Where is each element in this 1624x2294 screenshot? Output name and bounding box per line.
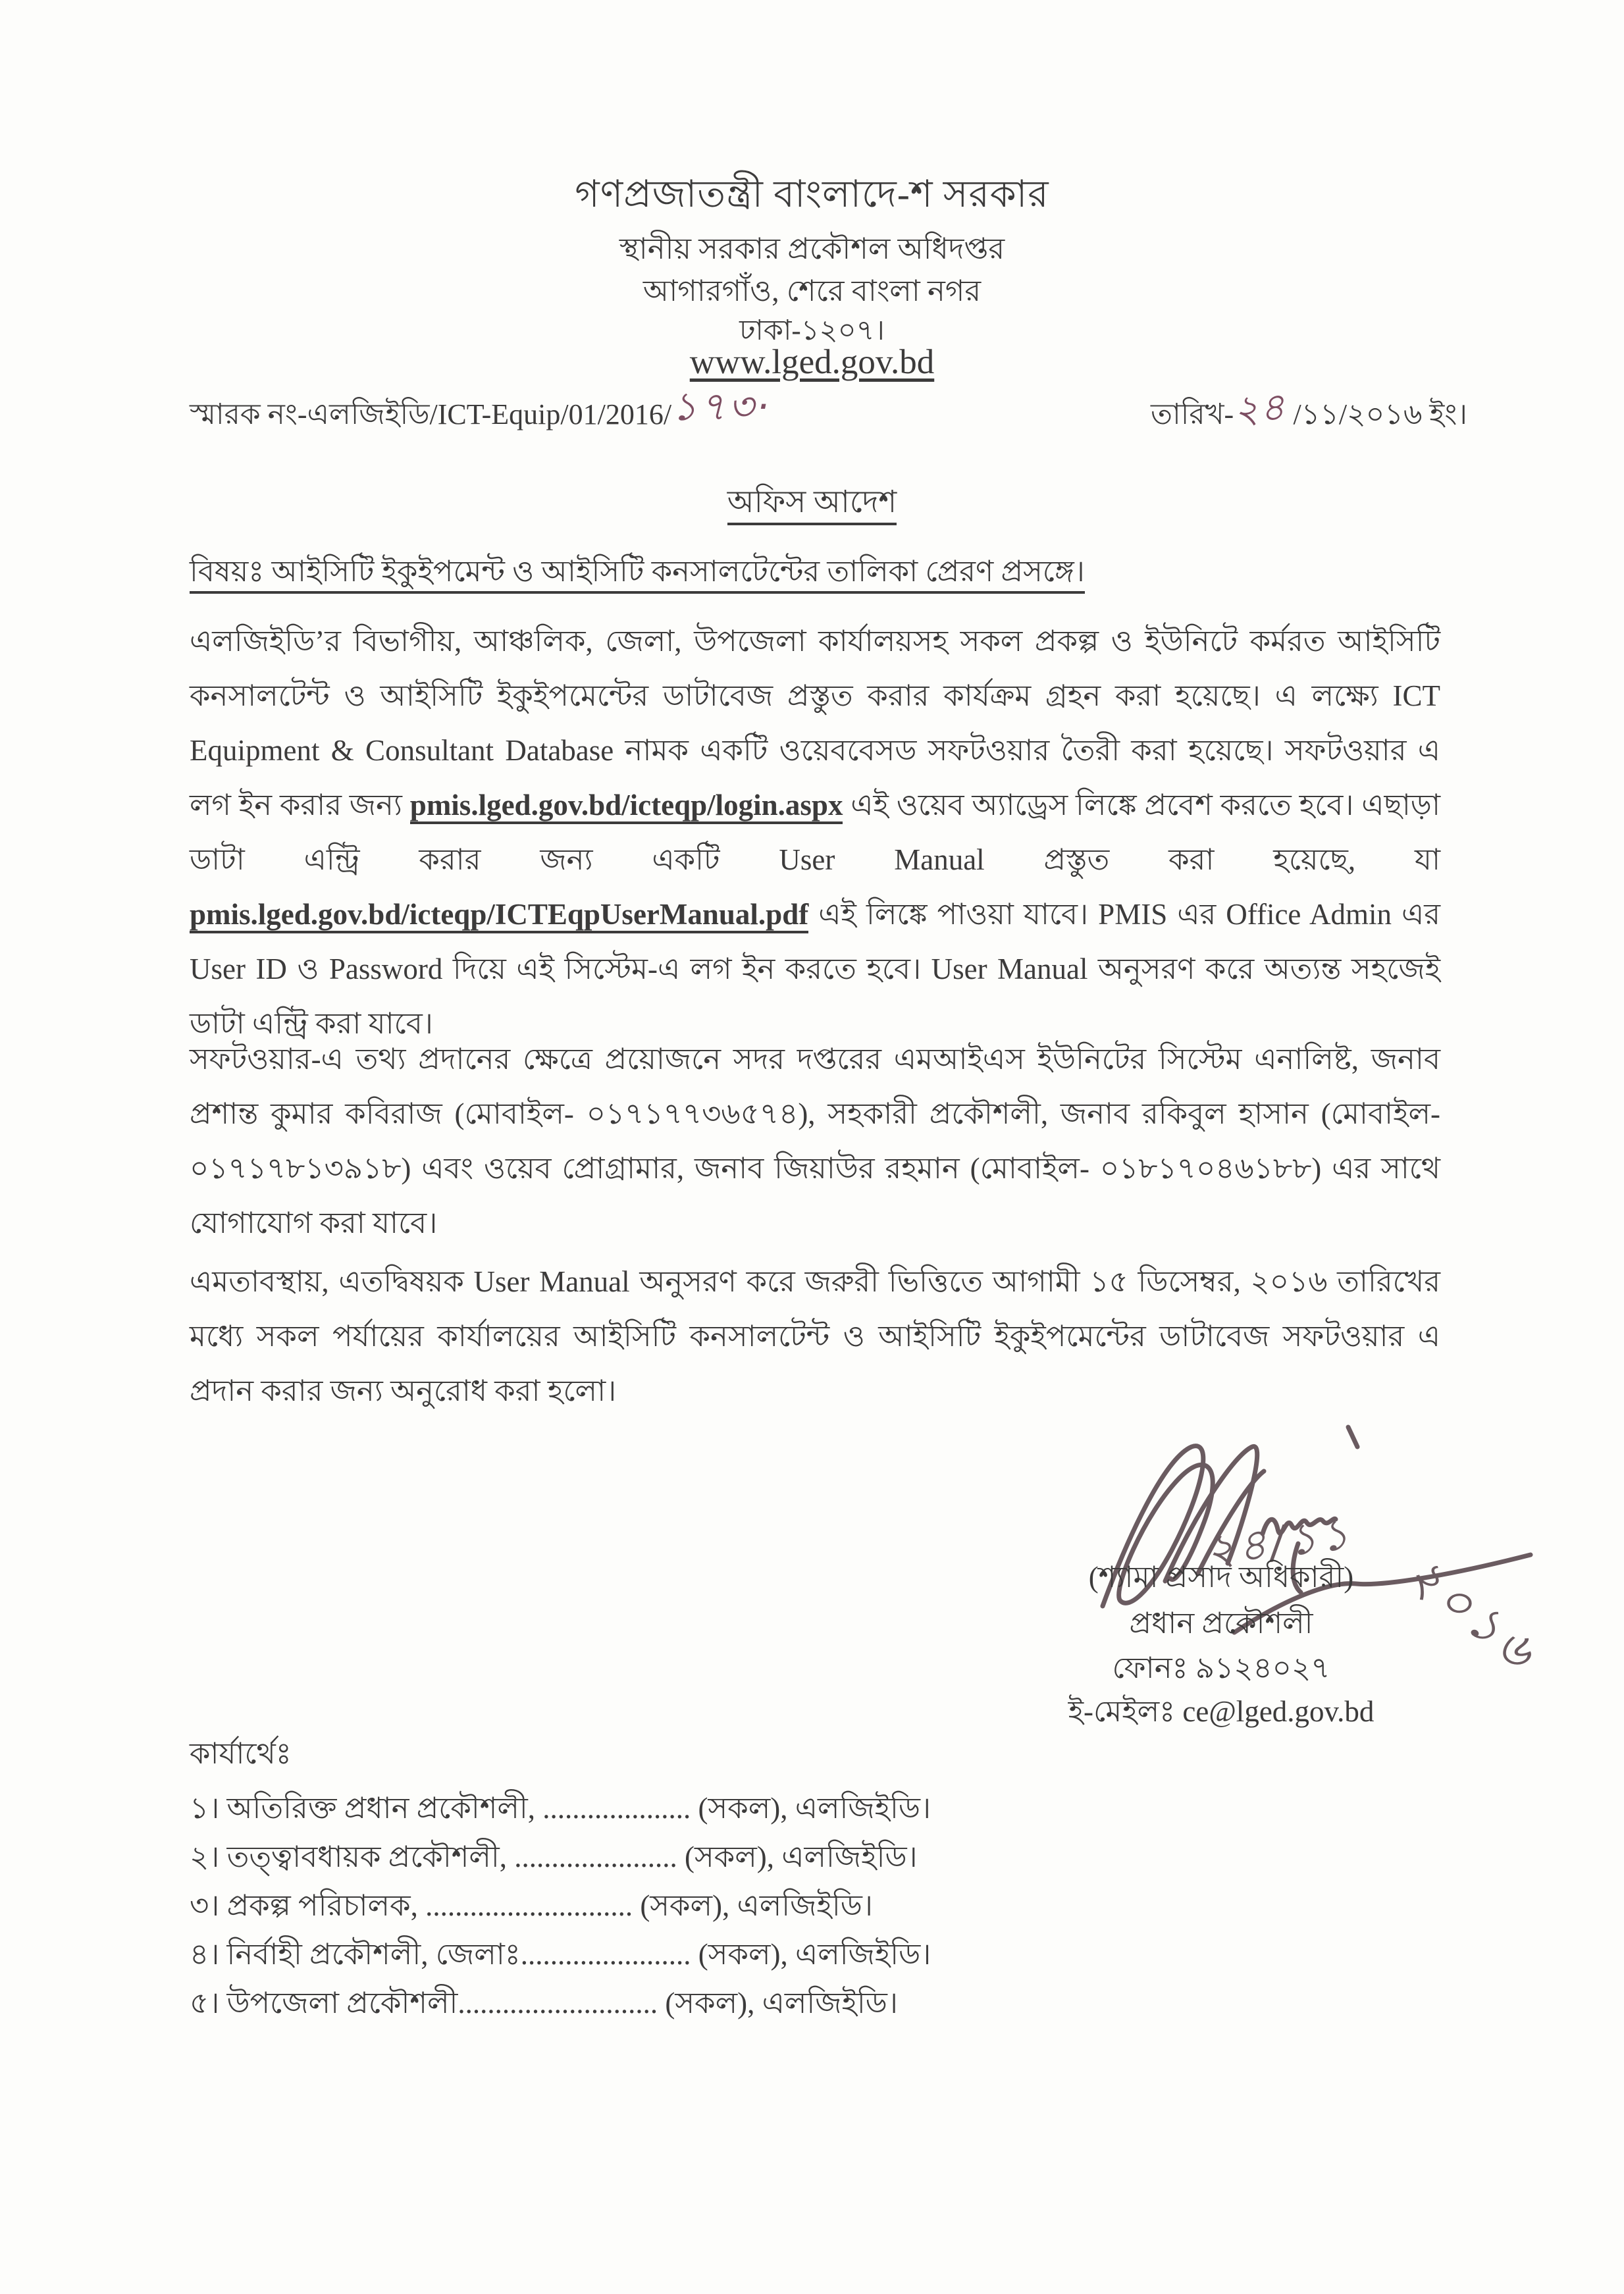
- signature-date-handwritten-bottom: ২০১৬: [1396, 1544, 1552, 1683]
- government-name: গণপ্রজাতন্ত্রী বাংলাদে-শ সরকার: [575, 174, 1049, 215]
- signatory-title: প্রধান প্রকৌশলী: [1129, 1607, 1313, 1640]
- login-url: pmis.lged.gov.bd/icteqp/login.aspx: [410, 789, 843, 824]
- signatory-email: ই-মেইলঃ ce@lged.gov.bd: [1068, 1695, 1375, 1728]
- website-url: www.lged.gov.bd: [689, 343, 935, 381]
- distribution-item: ১। অতিরিক্ত প্রধান প্রকৌশলী, .................... (সকল), এলজিইডি।: [190, 1792, 931, 1825]
- signatory-phone: ফোনঃ ৯১২৪০২৭: [1112, 1652, 1330, 1684]
- distribution-item: ৫। উপজেলা প্রকৌশলী........................... (সকল), এলজিইডি।: [190, 1987, 898, 2020]
- memo-date-row: [190, 384, 1467, 440]
- body-paragraph-2: সফটওয়ার-এ তথ্য প্রদানের ক্ষেত্রে প্রয়োজনে সদর দপ্তরের এমআইএস ইউনিটের সিস্টেম এনালিষ্ট, জনাব প্রশান্ত কুমার কবিরাজ (মোবাইল- ০১৭১৭৭৩৬৫৭৪), সহকারী প্রকৌশলী, জনাব রকিবুল হাসান (মোবাইল- ০১৭১৭৮১৩৯১৮) এবং ওয়েব প্রোগ্রামার, জনাব জিয়াউর রহমান (মোবাইল- ০১৮১৭০৪৬১৮৮) এর সাথে যোগাযোগ করা যাবে।: [190, 1043, 1440, 1239]
- memo-number-handwritten: ১৭৩·: [671, 384, 772, 430]
- body-paragraph-3: এমতাবস্থায়, এতদ্বিষয়ক User Manual অনুসরণ করে জরুরী ভিত্তিতে আগামী ১৫ ডিসেম্বর, ২০১৬ তারিখের মধ্যে সকল পর্যায়ের কার্যালয়ের আইসিটি কনসালটেন্ট ও আইসিটি ইকুইপমেন্টের ডাটাবেজ সফটওয়ার এ প্রদান করার জন্য অনুরোধ করা হলো।: [190, 1265, 1440, 1407]
- address-line: আগারগাঁও, শেরে বাংলা নগর: [642, 274, 982, 307]
- signatory-name: (শ্যামা প্রসাদ অধিকারী): [1088, 1561, 1354, 1594]
- subject-line: বিষয়ঃ আইসিটি ইকুইপমেন্ট ও আইসিটি কনসালটেন্টের তালিকা প্রেরণ প্রসঙ্গে।: [190, 549, 1085, 598]
- office-order-title: অফিস আদেশ: [0, 478, 1624, 529]
- distribution-list: [190, 1792, 931, 2035]
- city-line: ঢাকা-১২০৭।: [739, 315, 885, 346]
- department-name: স্থানীয় সরকার প্রকৌশল অধিদপ্তর: [619, 232, 1005, 265]
- distribution-item: ২। তত্ত্বাবধায়ক প্রকৌশলী, ...................... (সকল), এলজিইডি।: [190, 1840, 918, 1873]
- date-day-handwritten: ২৪: [1232, 384, 1288, 432]
- paragraph-1-text-b: এই ওয়েব অ্যাড্রেস লিঙ্কে প্রবেশ করতে হবে। এছাড়া ডাটা এন্ট্রি করার জন্য একটি User Manual প্রস্তুত করা হয়েছে, যা: [190, 789, 1440, 876]
- distribution-heading: কার্যার্থেঃ: [190, 1737, 292, 1770]
- distribution-item: ৩। প্রকল্প পরিচালক, ............................ (সকল), এলজিইডি।: [190, 1889, 873, 1922]
- distribution-item: ৪। নির্বাহী প্রকৌশলী, জেলাঃ....................... (সকল), এলজিইডি।: [190, 1938, 931, 1971]
- paragraph-1-text-c: এই লিঙ্কে পাওয়া যাবে। PMIS এর Office Admin এর User ID ও Password দিয়ে এই সিস্টেম-এ লগ ইন করতে হবে। User Manual অনুসরণ করে অত্যন্ত সহজেই ডাটা এন্ট্রি করা যাবে।: [190, 898, 1440, 1040]
- memo-number-printed: স্মারক নং-এলজিইডি/ICT-Equip/01/2016/: [190, 398, 672, 430]
- memo-number-line: [190, 384, 772, 440]
- body-paragraph-1: [190, 614, 1440, 1051]
- date-printed-rest: /১১/২০১৬ ইং।: [1286, 398, 1467, 430]
- date-prefix: তারিখ-: [1151, 398, 1234, 430]
- signature-date-handwritten-top: ২৪/১১: [1203, 1507, 1355, 1577]
- date-line: [1151, 384, 1467, 440]
- paragraph-1-text-a: এলজিইডি’র বিভাগীয়, আঞ্চলিক, জেলা, উপজেলা কার্যালয়সহ সকল প্রকল্প ও ইউনিটে কর্মরত আইসিটি কনসালটেন্ট ও আইসিটি ইকুইপমেন্টের ডাটাবেজ প্রস্তুত করার কার্যক্রম গ্রহন করা হয়েছে। এ লক্ষ্যে ICT Equipment & Consultant Database নামক একটি ওয়েববেসড সফটওয়ার তৈরী করা হয়েছে। সফটওয়ার এ লগ ইন করার জন্য: [190, 625, 1440, 821]
- user-manual-url: pmis.lged.gov.bd/icteqp/ICTEqpUserManual.pdf: [190, 898, 808, 933]
